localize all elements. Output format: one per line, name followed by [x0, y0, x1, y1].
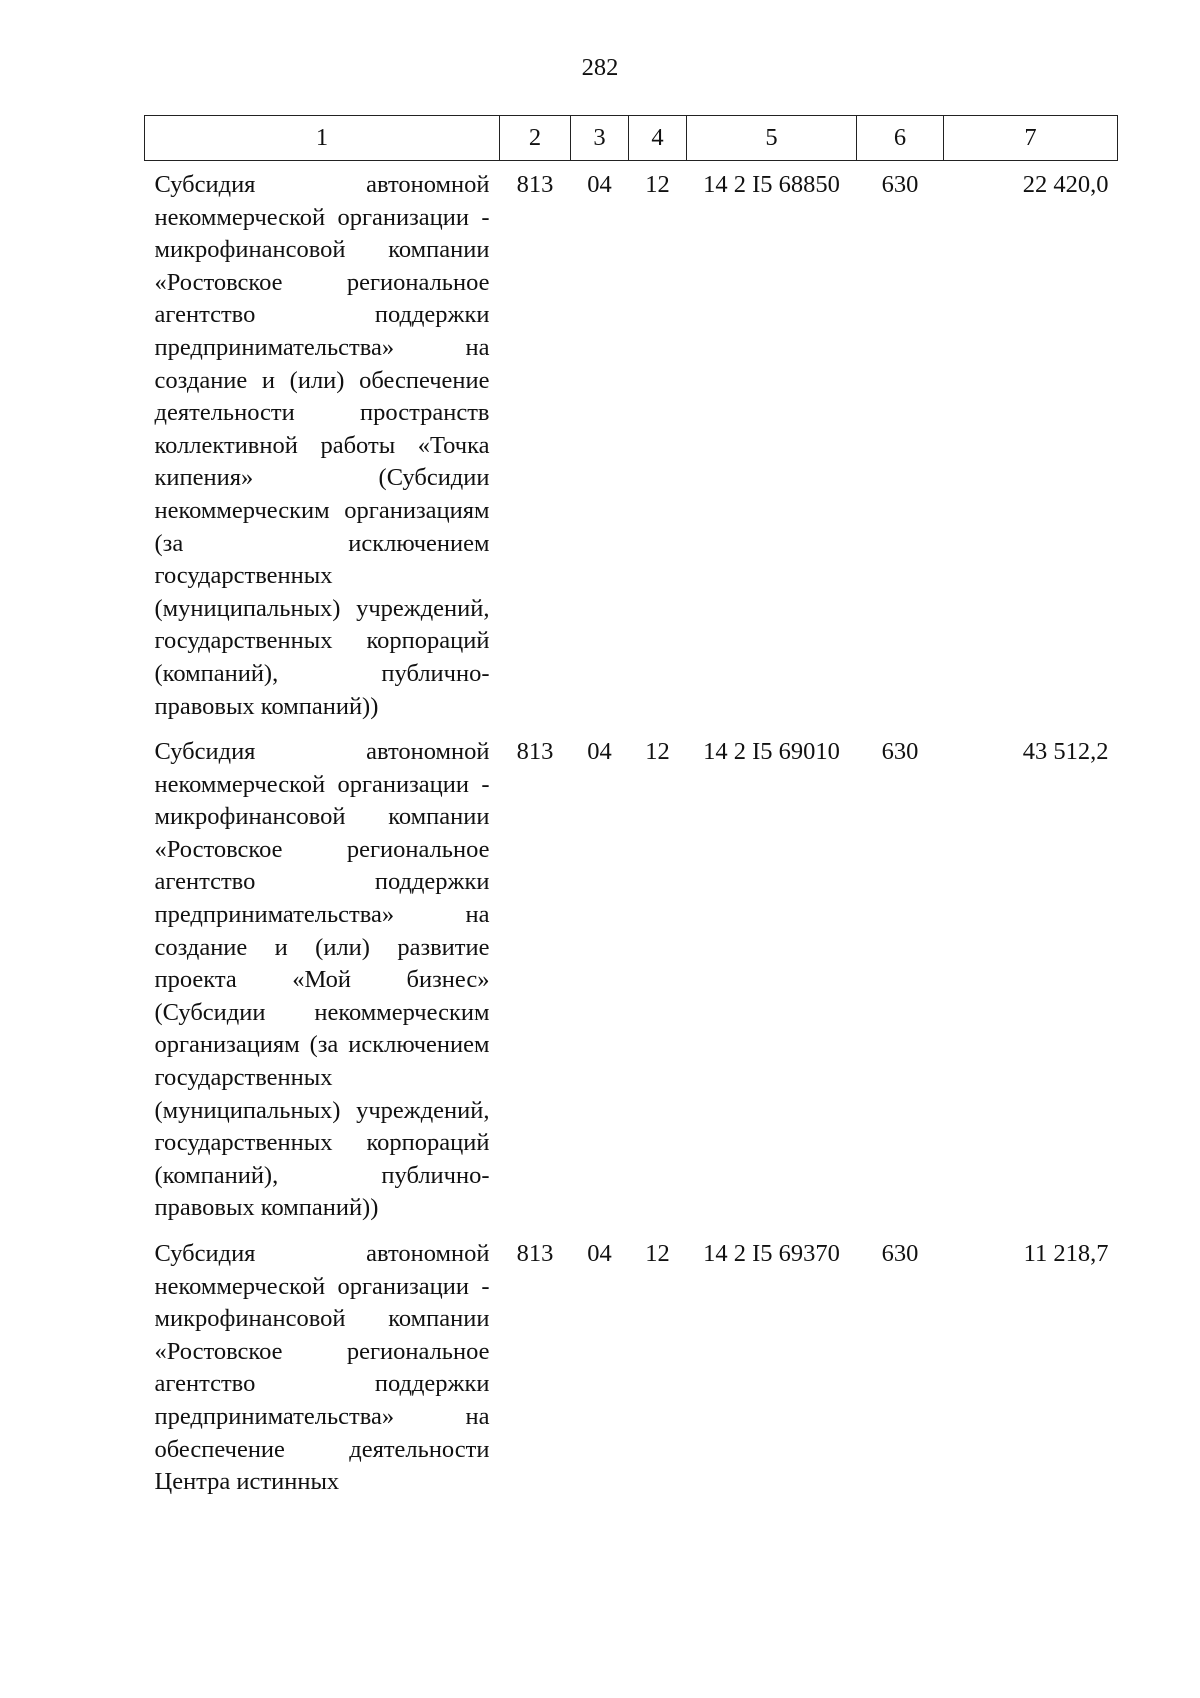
description-text: Субсидия автономной некоммерческой организации - микрофинансовой компании «Ростовское региональное агентство поддержки предпринимательства» на создание и (или) развитие проекта «Мой бизнес» (Субсидии некоммерческим организациям (за исключением государственных (муниципальных) учреждений, государственных корпораций (компаний), публично-правовых компаний)) [154, 738, 490, 1222]
row-col-2: 813 [516, 171, 554, 198]
header-col-4: 4 [629, 116, 687, 161]
header-col-1: 1 [145, 116, 500, 161]
table-header [145, 116, 1118, 161]
header-col-5: 5 [687, 116, 857, 161]
row-col-5: 14 2 I5 69010 [703, 738, 840, 766]
row-col-5: 14 2 I5 68850 [703, 171, 840, 198]
row-col-4: 12 [645, 171, 670, 198]
page-number: 282 [581, 54, 619, 81]
row-col-6: 630 [881, 1240, 919, 1267]
row-col-7: 22 420,0 [1022, 171, 1109, 198]
budget-table [144, 115, 1118, 1499]
row-col-2: 813 [516, 1240, 554, 1267]
header-col-2: 2 [500, 116, 571, 161]
row-description [145, 723, 500, 1225]
row-col-7: 11 218,7 [1023, 1240, 1109, 1267]
row-col-3: 04 [587, 738, 612, 766]
header-col-7: 7 [944, 116, 1118, 161]
header-row [145, 116, 1118, 161]
table-body [145, 161, 1118, 1499]
header-col-6: 6 [857, 116, 944, 161]
row-col-4: 12 [645, 1240, 670, 1267]
row-col-6: 630 [881, 171, 919, 198]
row-col-7: 43 512,2 [1022, 738, 1109, 766]
row-col-2: 813 [516, 738, 554, 766]
description-text: Субсидия автономной некоммерческой организации - микрофинансовой компании «Ростовское региональное агентство поддержки предпринимательства» на обеспечение деятельности Центра истинных [154, 1240, 490, 1496]
row-col-5: 14 2 I5 69370 [703, 1240, 840, 1267]
row-col-6: 630 [881, 738, 919, 766]
table-row [145, 1225, 1118, 1499]
row-description [145, 161, 500, 724]
row-description [145, 1225, 500, 1499]
table-row [145, 161, 1118, 724]
row-col-4: 12 [645, 738, 670, 766]
header-col-3: 3 [571, 116, 629, 161]
row-col-3: 04 [587, 171, 612, 198]
row-col-3: 04 [587, 1240, 612, 1267]
description-text: Субсидия автономной некоммерческой организации - микрофинансовой компании «Ростовское региональное агентство поддержки предпринимательства» на создание и (или) обеспечение деятельности пространств коллективной работы «Точка кипения» (Субсидии некоммерческим организациям (за исключением государственных (муниципальных) учреждений, государственных корпораций (компаний), публично-правовых компаний)) [154, 171, 490, 720]
table-row [145, 723, 1118, 1225]
